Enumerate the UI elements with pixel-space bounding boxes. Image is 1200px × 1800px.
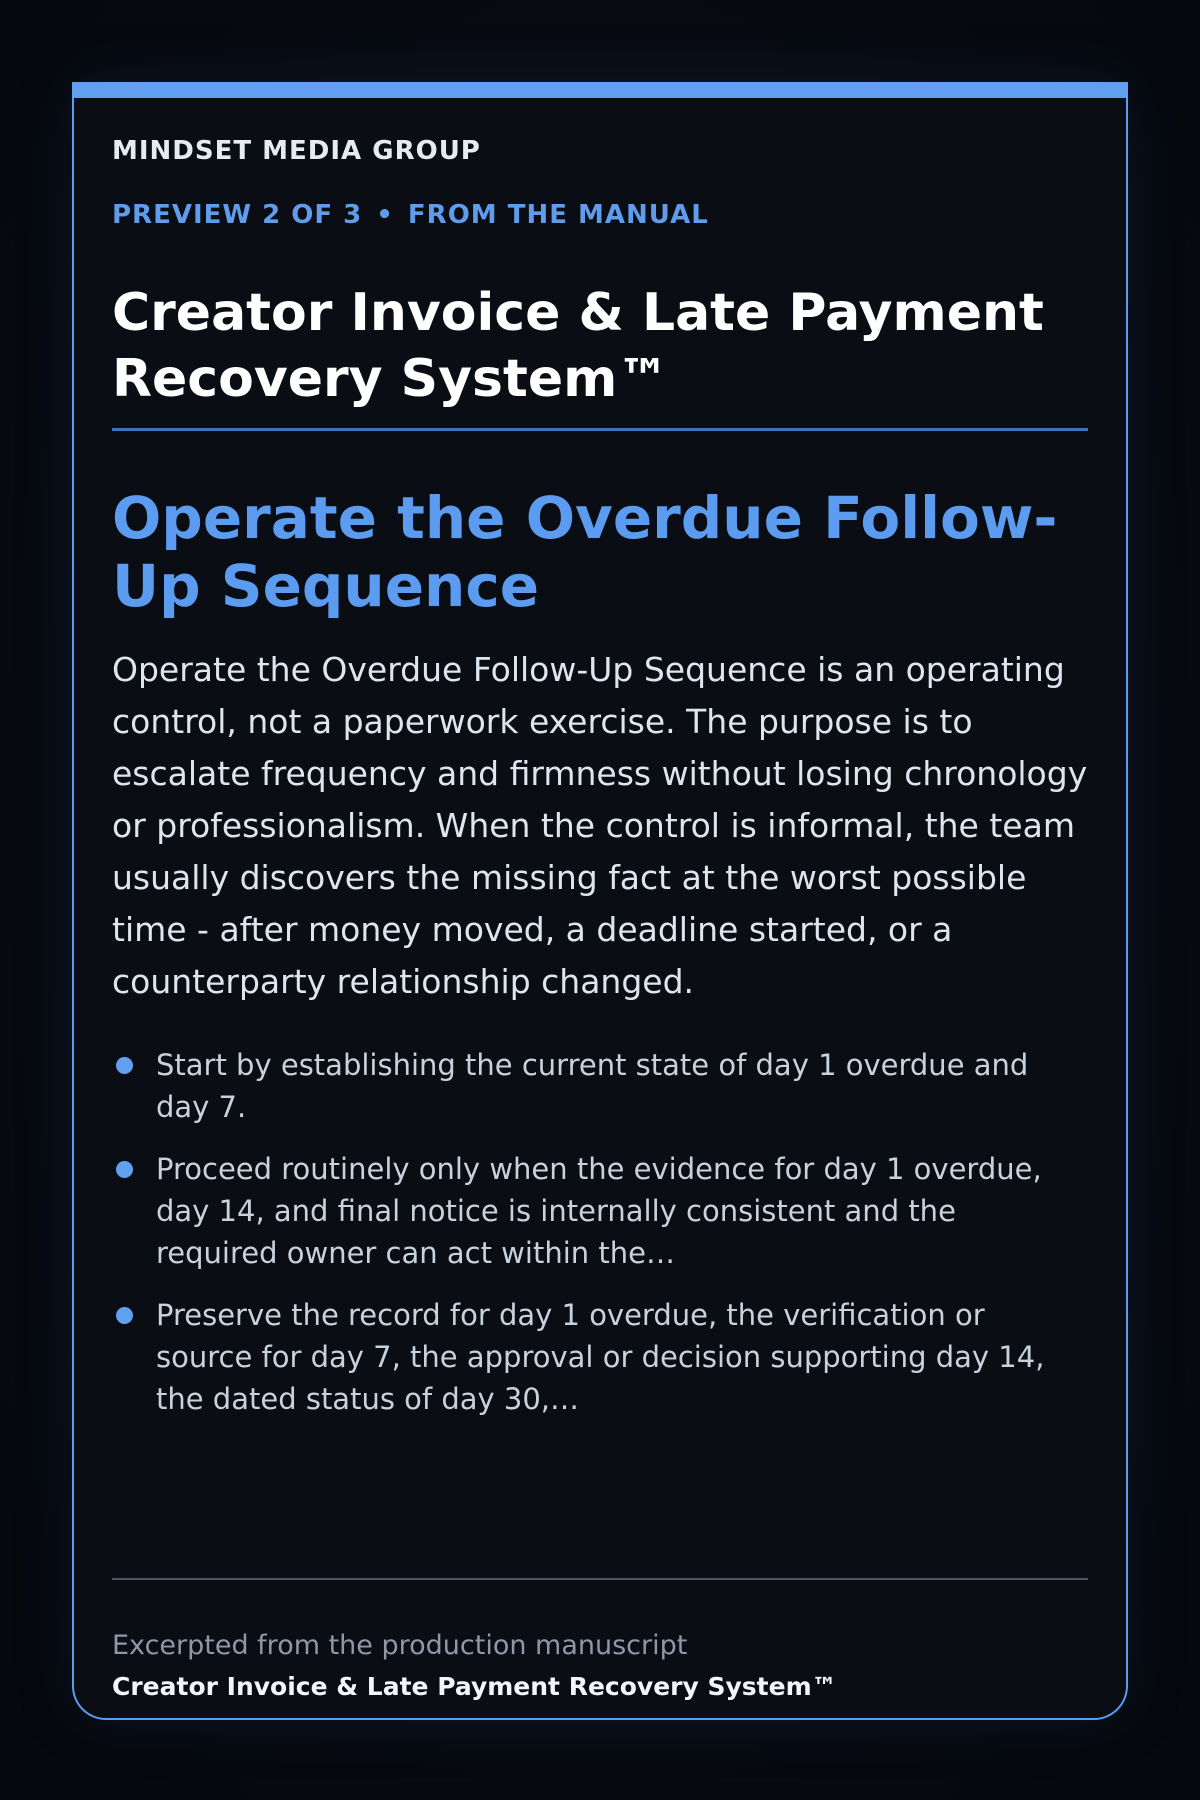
bullet-text: Preserve the record for day 1 overdue, the verification or source for day 7, the approval or decision supporting day 14, the dated status of day 30,…	[156, 1298, 1045, 1416]
footer-document-title: Creator Invoice & Late Payment Recovery System™	[112, 1672, 837, 1701]
bullet-dot-icon	[116, 1307, 133, 1324]
list-item	[112, 1044, 1072, 1128]
footer-note: Excerpted from the production manuscript	[112, 1630, 688, 1661]
section-title: Operate the Overdue Follow-Up Sequence	[112, 484, 1058, 620]
brand-name: MINDSET MEDIA GROUP	[112, 136, 481, 166]
bullet-text: Start by establishing the current state of day 1 overdue and day 7.	[156, 1048, 1029, 1124]
bullet-text: Proceed routinely only when the evidence for day 1 overdue, day 14, and final notice is internally consistent and the required owner can act within the…	[156, 1152, 1042, 1270]
bullet-dot-icon	[116, 1057, 133, 1074]
bullet-dot-icon	[116, 1161, 133, 1178]
preview-kicker	[112, 200, 709, 230]
card-accent-bar	[72, 82, 1128, 98]
footer-divider	[112, 1578, 1088, 1580]
manual-preview-card	[72, 82, 1128, 1720]
list-item	[112, 1294, 1072, 1420]
section-body: Operate the Overdue Follow-Up Sequence is an operating control, not a paperwork exercise. The purpose is to escalate frequency and firmness without losing chronology or professionalism. When the control is informal, the team usually discovers the missing fact at the worst possible time - after money moved, a deadline started, or a counterparty relationship changed.	[112, 650, 1088, 1001]
list-item	[112, 1148, 1072, 1274]
kicker-separator: •	[376, 200, 394, 230]
bullet-list	[112, 1044, 1072, 1440]
preview-counter: PREVIEW 2 OF 3	[112, 200, 363, 230]
title-divider	[112, 428, 1088, 431]
preview-source: FROM THE MANUAL	[407, 200, 709, 230]
document-title: Creator Invoice & Late Payment Recovery System™	[112, 283, 1044, 409]
